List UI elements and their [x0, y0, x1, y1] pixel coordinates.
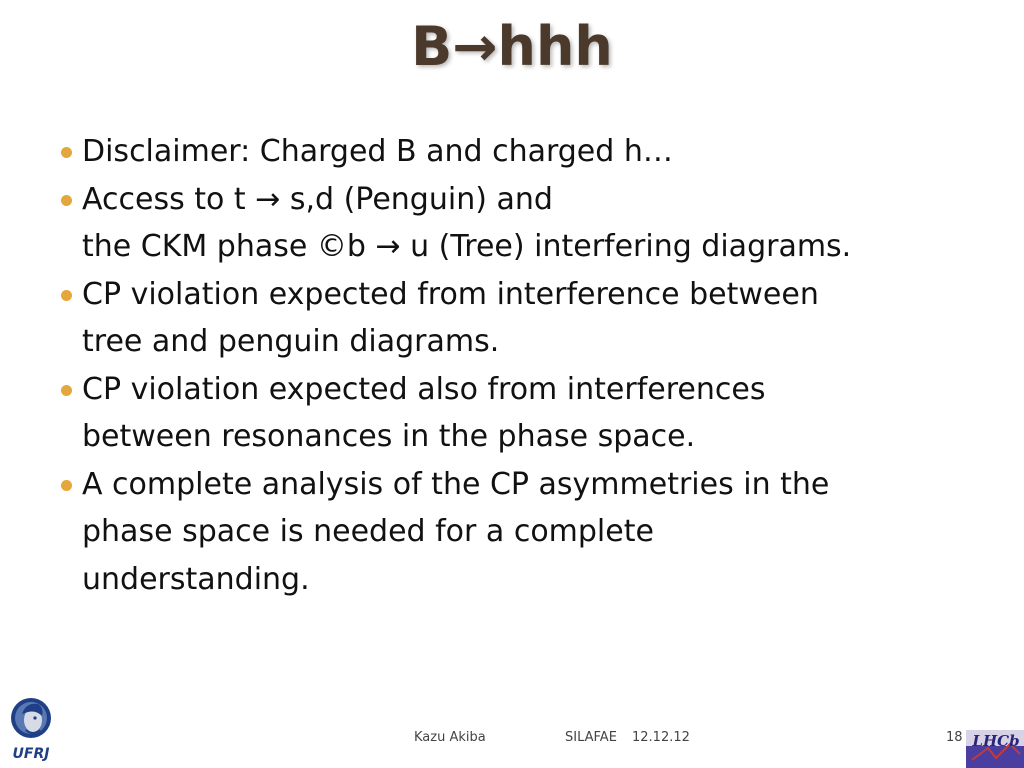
bullet-item: [58, 271, 958, 366]
bullet-line: A complete analysis of the CP asymmetries in the: [82, 466, 830, 502]
footer-conference: SILAFAE: [565, 730, 617, 745]
ufrj-logo-icon: [6, 692, 56, 762]
slide-title: B→hhh: [411, 15, 613, 78]
bullet-dot-icon: [61, 195, 72, 206]
lhcb-logo-text: LHCb: [972, 732, 1020, 750]
bullet-dot-icon: [61, 290, 72, 301]
lhcb-logo-icon: [966, 730, 1024, 768]
bullet-line: CP violation expected also from interferences: [82, 371, 766, 407]
bullet-line: between resonances in the phase space.: [82, 419, 696, 454]
bullet-item: [58, 176, 958, 271]
bullet-line: Disclaimer: Charged B and charged h…: [82, 134, 673, 169]
bullet-item: [58, 366, 958, 461]
footer-author: Kazu Akiba: [414, 730, 486, 745]
bullet-list: [58, 128, 958, 603]
ufrj-logo-text: UFRJ: [12, 746, 50, 762]
page-number: 18: [946, 730, 963, 745]
bullet-item: [58, 128, 958, 176]
bullet-dot-icon: [61, 480, 72, 491]
bullet-item: [58, 461, 958, 604]
bullet-line: CP violation expected from interference between: [82, 276, 819, 312]
bullet-line: the CKM phase ©b → u (Tree) interfering diagrams.: [82, 229, 852, 264]
bullet-dot-icon: [61, 147, 72, 158]
bullet-line: understanding.: [82, 561, 310, 597]
bullet-line: phase space is needed for a complete: [82, 514, 654, 549]
footer-date: 12.12.12: [632, 730, 690, 745]
bullet-line: tree and penguin diagrams.: [82, 324, 500, 359]
bullet-dot-icon: [61, 385, 72, 396]
bullet-line: Access to t → s,d (Penguin) and: [82, 181, 553, 217]
